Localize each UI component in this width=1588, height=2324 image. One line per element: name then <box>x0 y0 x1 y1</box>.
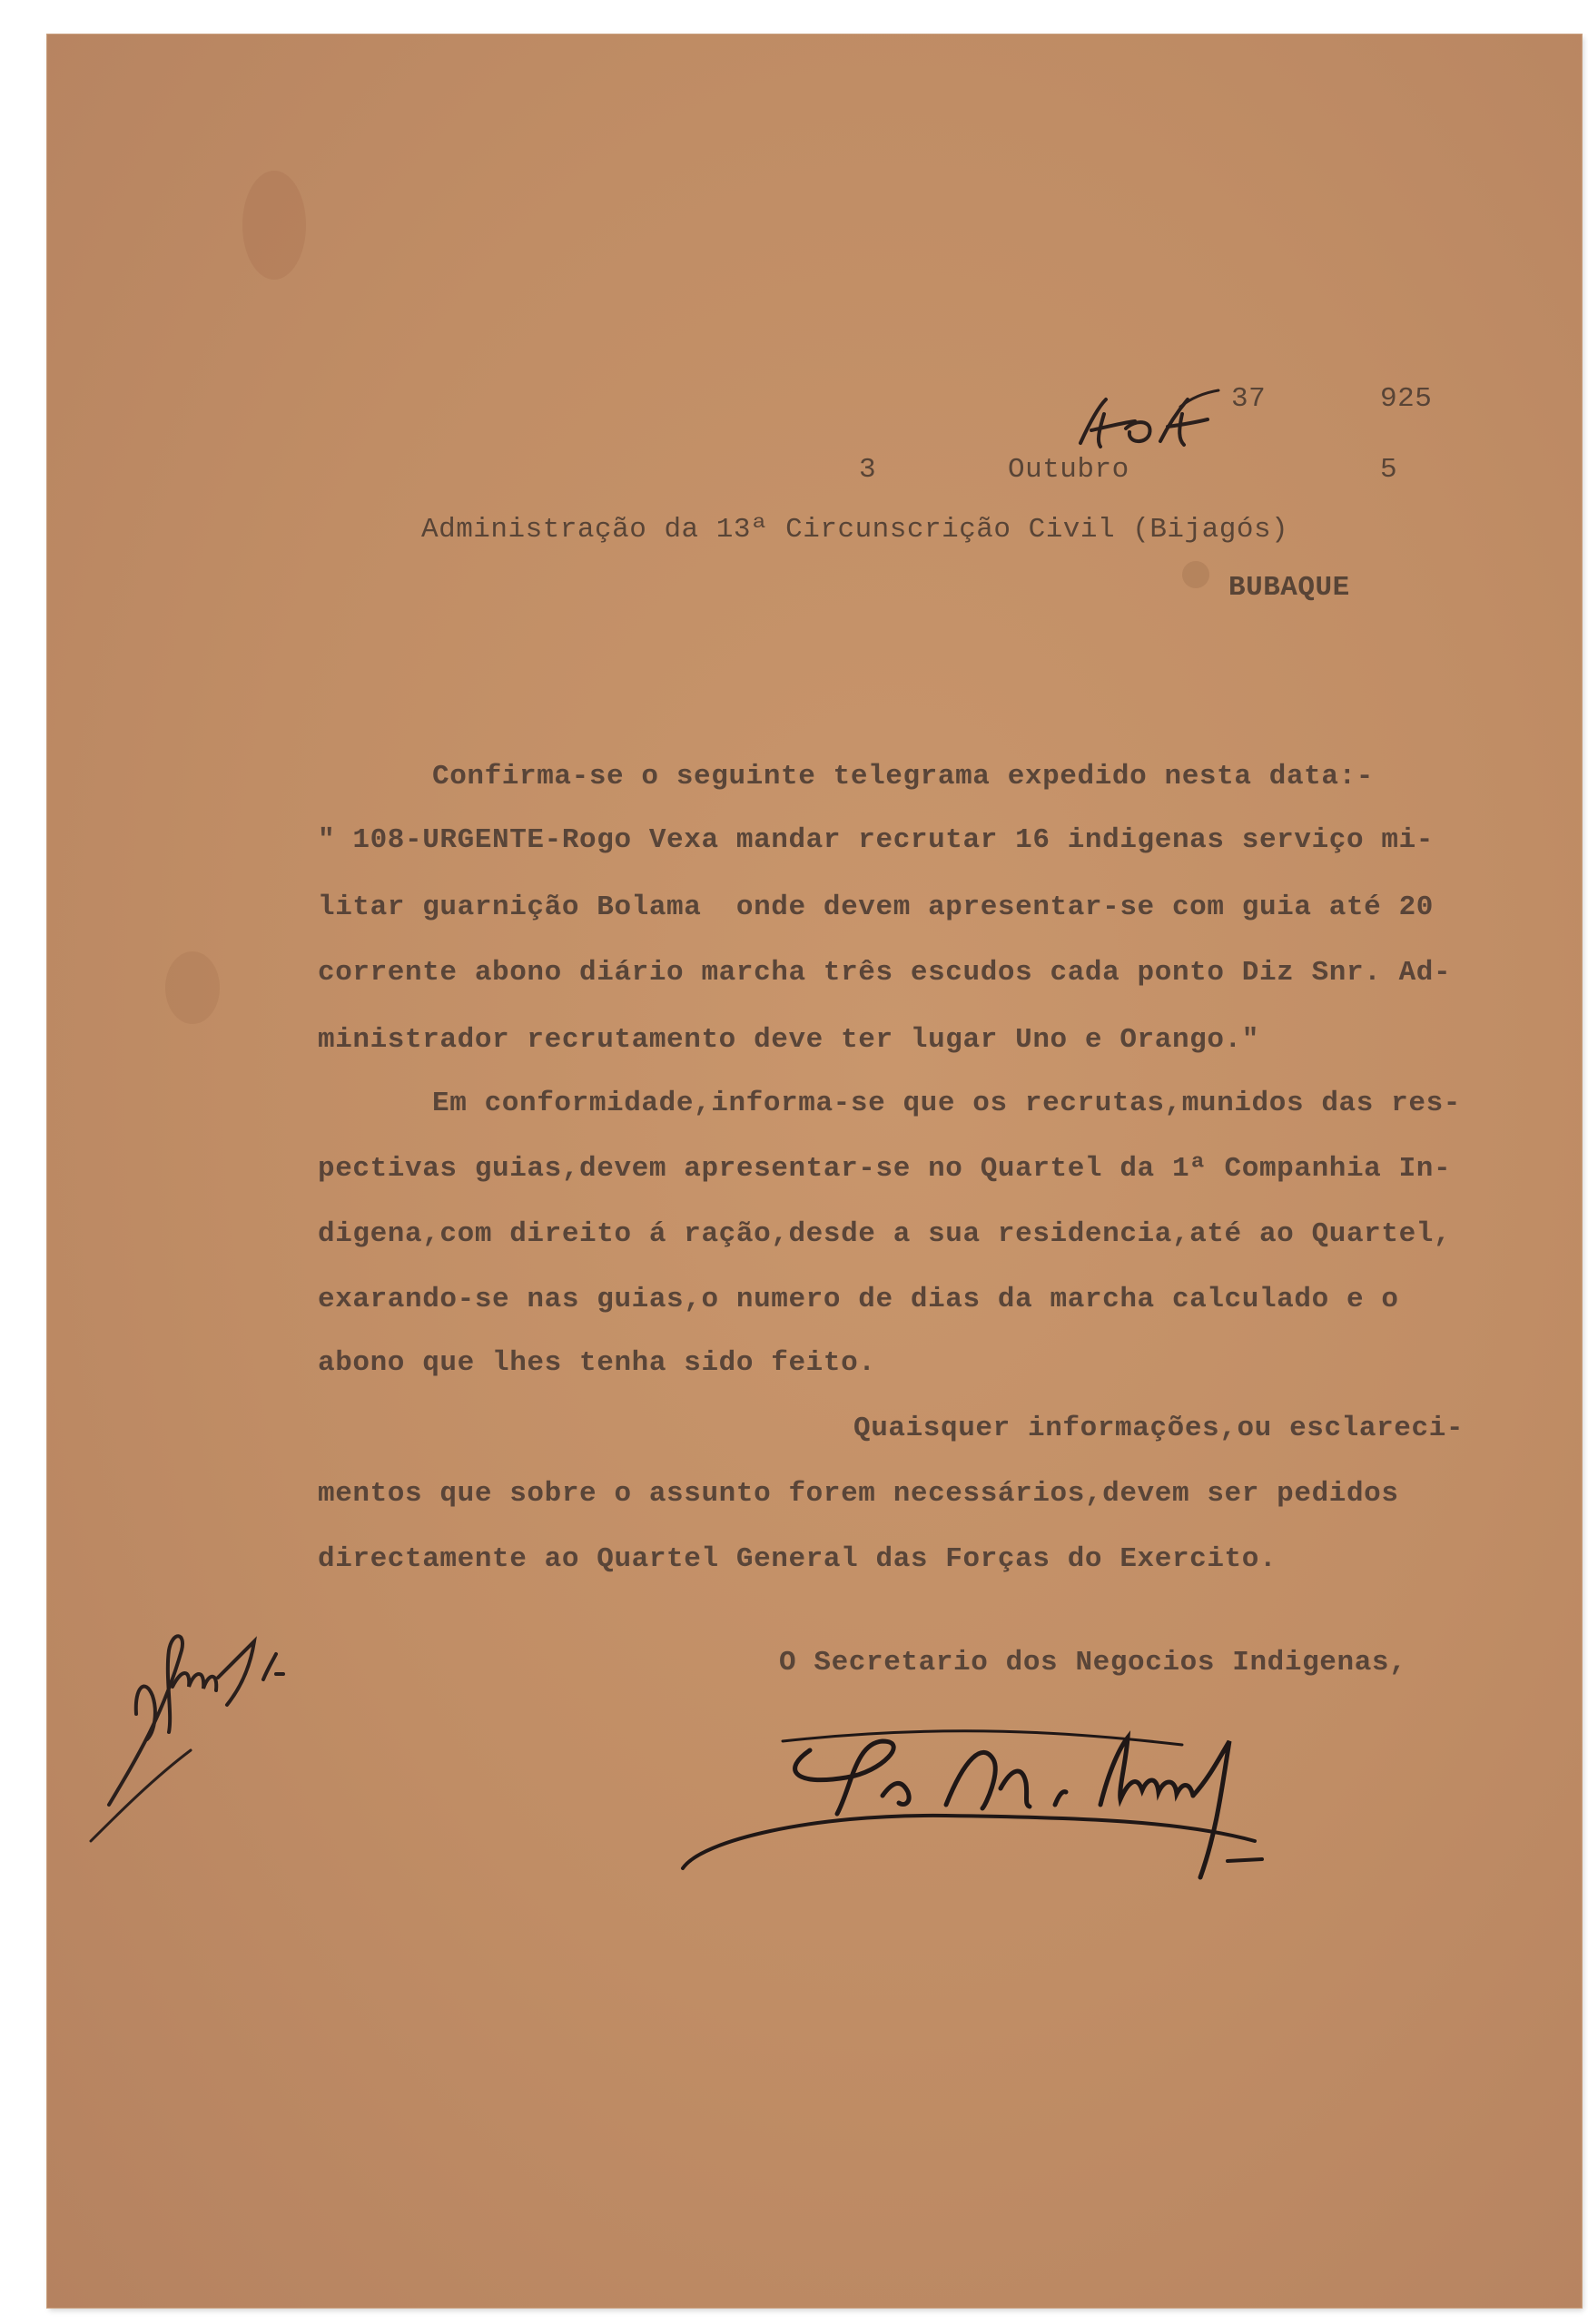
body-line: directamente ao Quartel General das Forças do Exercito. <box>318 1543 1277 1575</box>
recipient-place: BUBAQUE <box>1228 572 1350 604</box>
secretary-signature <box>674 1705 1382 1905</box>
body-line: litar guarnição Bolama onde devem apresentar-se com guia até 20 <box>318 891 1434 923</box>
body-line: Confirma-se o seguinte telegrama expedido nesta data:- <box>432 761 1374 793</box>
document-number: 37 <box>1231 383 1267 415</box>
marginal-initials-signature <box>82 1578 318 1850</box>
body-line: ministrador recrutamento deve ter lugar Uno e Orango." <box>318 1024 1259 1056</box>
paper-stain <box>242 171 306 280</box>
body-line: exarando-se nas guias,o numero de dias da marcha calculado e o <box>318 1284 1399 1315</box>
body-line: Quaisquer informações,ou esclareci- <box>853 1413 1465 1444</box>
body-line: Em conformidade,informa-se que os recrutas,munidos das res- <box>432 1088 1461 1119</box>
body-line: pectivas guias,devem apresentar-se no Quartel da 1ª Companhia In- <box>318 1153 1452 1185</box>
recipient-office: Administração da 13ª Circunscrição Civil (Bijagós) <box>421 514 1289 546</box>
date-day: 3 <box>859 454 877 486</box>
year-code: 925 <box>1380 383 1433 415</box>
paper-stain <box>1182 561 1209 588</box>
handwritten-reference-number <box>1071 387 1226 459</box>
body-line: " 108-URGENTE-Rogo Vexa mandar recrutar 16 indigenas serviço mi- <box>318 824 1434 856</box>
date-month: Outubro <box>1008 454 1129 486</box>
body-line: digena,com direito á ração,desde a sua residencia,até ao Quartel, <box>318 1218 1452 1250</box>
signatory-title: O Secretario dos Negocios Indigenas, <box>779 1647 1407 1679</box>
paper-stain <box>165 951 220 1024</box>
document-page <box>47 34 1582 2308</box>
body-line: abono que lhes tenha sido feito. <box>318 1347 876 1379</box>
body-line: mentos que sobre o assunto forem necessários,devem ser pedidos <box>318 1478 1399 1510</box>
date-year-digit: 5 <box>1380 454 1398 486</box>
body-line: corrente abono diário marcha três escudos cada ponto Diz Snr. Ad- <box>318 957 1452 989</box>
